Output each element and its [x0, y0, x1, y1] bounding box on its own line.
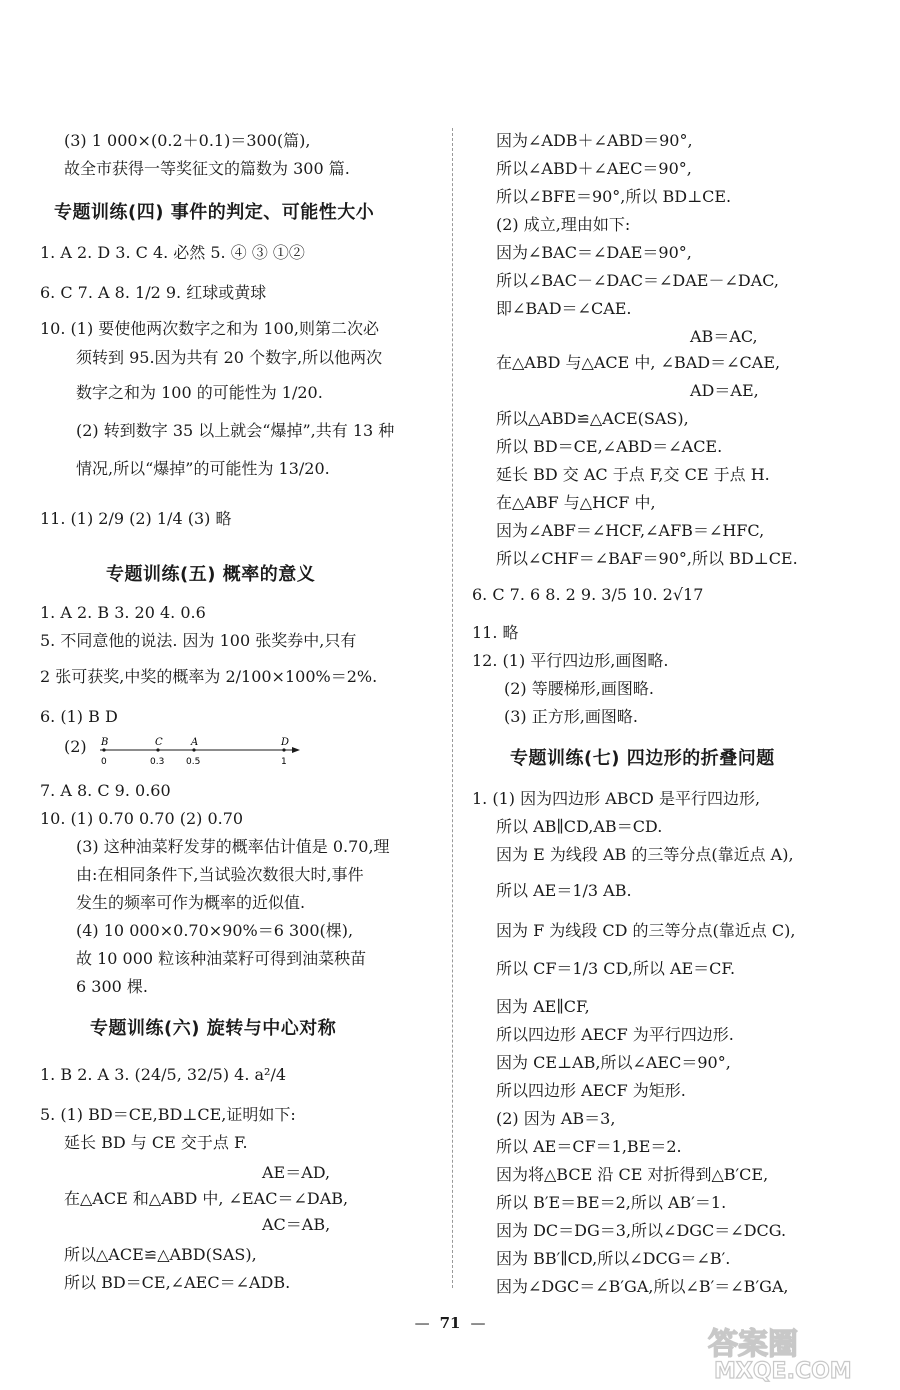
point-label: D: [281, 737, 290, 748]
text-line: 因为∠BAC＝∠DAE＝90°,: [496, 243, 692, 262]
page-number-value: 71: [439, 1314, 461, 1332]
tick-label: 0.3: [150, 757, 165, 767]
text-line: (2) 转到数字 35 以上就会“爆掉”,共有 13 种: [76, 421, 395, 440]
text-line: (3) 这种油菜籽发芽的概率估计值是 0.70,理: [76, 837, 390, 856]
answer-line: 10. (1) 0.70 0.70 (2) 0.70: [40, 809, 244, 828]
arrow-right-icon: [292, 747, 300, 753]
point-label: A: [191, 737, 199, 748]
text-line: 延长 BD 交 AC 于点 F,交 CE 于点 H.: [496, 465, 770, 484]
text-line: 6 300 棵.: [76, 977, 148, 996]
text-line: (3) 正方形,画图略.: [504, 707, 638, 726]
text-line: 故全市获得一等奖征文的篇数为 300 篇.: [64, 159, 350, 178]
text-line: 因为将△BCE 沿 CE 对折得到△B′CE,: [496, 1165, 769, 1184]
text-line: (2) 成立,理由如下:: [496, 215, 631, 234]
text-line: 2 张可获奖,中奖的概率为 2/100×100%＝2%.: [40, 667, 378, 686]
page-number-dash: —: [470, 1314, 486, 1332]
point-marker: [102, 748, 105, 751]
text-line: 因为 AE∥CF,: [496, 997, 590, 1016]
number-line-figure: [100, 736, 300, 770]
text-line: (2) 因为 AB＝3,: [496, 1109, 616, 1128]
section-heading: 专题训练(六) 旋转与中心对称: [90, 1018, 337, 1039]
section-heading: 专题训练(四) 事件的判定、可能性大小: [54, 202, 375, 223]
text-line: 因为∠DGC＝∠B′GA,所以∠B′＝∠B′GA,: [496, 1277, 789, 1296]
watermark-logo: [704, 1320, 884, 1382]
answer-line: 6. C 7. 6 8. 2 9. 3/5 10. 2√17: [472, 585, 704, 604]
text-line: 在△ABF 与△HCF 中,: [496, 493, 656, 512]
text-line: 因为 E 为线段 AB 的三等分点(靠近点 A),: [496, 845, 794, 864]
text-line: (2) 等腰梯形,画图略.: [504, 679, 654, 698]
tick-label: 1: [281, 757, 287, 767]
text-line: 即∠BAD＝∠CAE.: [496, 299, 632, 318]
text-line: 数字之和为 100 的可能性为 1/20.: [76, 383, 323, 402]
text-line: 在△ACE 和△ABD 中, ∠EAC＝∠DAB,: [64, 1189, 349, 1208]
watermark-brand: 答案圈: [708, 1327, 798, 1362]
text-line: (4) 10 000×0.70×90%＝6 300(棵),: [76, 921, 354, 940]
answer-line: 6. C 7. A 8. 1/2 9. 红球或黄球: [40, 283, 267, 302]
text-line: 所以∠CHF＝∠BAF＝90°,所以 BD⊥CE.: [496, 549, 798, 568]
text-line: AE＝AD,: [262, 1163, 331, 1182]
text-line: (2): [64, 737, 87, 756]
answer-line: 1. (1) 因为四边形 ABCD 是平行四边形,: [472, 789, 761, 808]
text-line: 因为∠ADB＋∠ABD＝90°,: [496, 131, 693, 150]
text-line: 所以 AB∥CD,AB＝CD.: [496, 817, 663, 836]
watermark-url: MXQE.COM: [714, 1359, 852, 1382]
text-line: 所以 BD＝CE,∠AEC＝∠ADB.: [64, 1273, 291, 1292]
text-line: 因为 DC＝DG＝3,所以∠DGC＝∠DCG.: [496, 1221, 787, 1240]
answer-line: 12. (1) 平行四边形,画图略.: [472, 651, 669, 670]
point-label: B: [101, 737, 109, 748]
answer-line: 1. A 2. B 3. 20 4. 0.6: [40, 603, 206, 622]
text-line: AD＝AE,: [690, 381, 759, 400]
text-line: 所以∠BAC－∠DAC＝∠DAE－∠DAC,: [496, 271, 780, 290]
text-line: 所以 BD＝CE,∠ABD＝∠ACE.: [496, 437, 723, 456]
point-marker: [282, 748, 285, 751]
text-line: 由:在相同条件下,当试验次数很大时,事件: [76, 865, 364, 884]
text-line: AC＝AB,: [262, 1215, 331, 1234]
text-line: 须转到 95.因为共有 20 个数字,所以他两次: [76, 348, 383, 367]
point-marker: [192, 748, 195, 751]
answer-line: 7. A 8. C 9. 0.60: [40, 781, 171, 800]
answer-line: 1. A 2. D 3. C 4. 必然 5. ④ ③ ①②: [40, 243, 305, 262]
text-line: 情况,所以“爆掉”的可能性为 13/20.: [76, 459, 330, 478]
tick-label: 0: [101, 757, 107, 767]
text-line: 所以 CF＝1/3 CD,所以 AE＝CF.: [496, 959, 736, 978]
text-line: 因为∠ABF＝∠HCF,∠AFB＝∠HFC,: [496, 521, 765, 540]
text-line: 因为 CE⊥AB,所以∠AEC＝90°,: [496, 1053, 731, 1072]
answer-line: 11. 略: [472, 623, 519, 642]
tick-label: 0.5: [186, 757, 201, 767]
text-line: 所以△ABD≌△ACE(SAS),: [496, 409, 689, 428]
text-line: 在△ABD 与△ACE 中, ∠BAD＝∠CAE,: [496, 353, 781, 372]
point-label: C: [155, 737, 163, 748]
text-line: 发生的频率可作为概率的近似值.: [76, 893, 306, 912]
text-line: 所以 B′E＝BE＝2,所以 AB′＝1.: [496, 1193, 727, 1212]
text-line: AB＝AC,: [690, 327, 758, 346]
text-line: 延长 BD 与 CE 交于点 F.: [64, 1133, 248, 1152]
page-number-dash: —: [414, 1314, 430, 1332]
column-divider: [452, 128, 453, 1288]
text-line: 故 10 000 粒该种油菜籽可得到油菜秧苗: [76, 949, 367, 968]
text-line: (3) 1 000×(0.2＋0.1)＝300(篇),: [64, 131, 311, 150]
text-line: 所以∠ABD＋∠AEC＝90°,: [496, 159, 692, 178]
answer-line: 5. 不同意他的说法. 因为 100 张奖券中,只有: [40, 631, 357, 650]
answer-line: 6. (1) B D: [40, 707, 118, 726]
section-heading: 专题训练(七) 四边形的折叠问题: [510, 748, 775, 769]
text-line: 所以 AE＝1/3 AB.: [496, 881, 632, 900]
text-line: 所以 AE＝CF＝1,BE＝2.: [496, 1137, 682, 1156]
answer-line: 5. (1) BD＝CE,BD⊥CE,证明如下:: [40, 1105, 296, 1124]
text-line: 所以四边形 AECF 为平行四边形.: [496, 1025, 734, 1044]
text-line: 所以△ACE≌△ABD(SAS),: [64, 1245, 257, 1264]
section-heading: 专题训练(五) 概率的意义: [106, 564, 316, 585]
text-line: 因为 BB′∥CD,所以∠DCG＝∠B′.: [496, 1249, 731, 1268]
text-line: 因为 F 为线段 CD 的三等分点(靠近点 C),: [496, 921, 796, 940]
text-line: 所以四边形 AECF 为矩形.: [496, 1081, 686, 1100]
point-marker: [156, 748, 159, 751]
text-line: 所以∠BFE＝90°,所以 BD⊥CE.: [496, 187, 732, 206]
answer-line: 1. B 2. A 3. (24/5, 32/5) 4. a²/4: [40, 1065, 287, 1084]
answer-line: 10. (1) 要使他两次数字之和为 100,则第二次必: [40, 319, 379, 338]
answer-line: 11. (1) 2/9 (2) 1/4 (3) 略: [40, 509, 232, 528]
